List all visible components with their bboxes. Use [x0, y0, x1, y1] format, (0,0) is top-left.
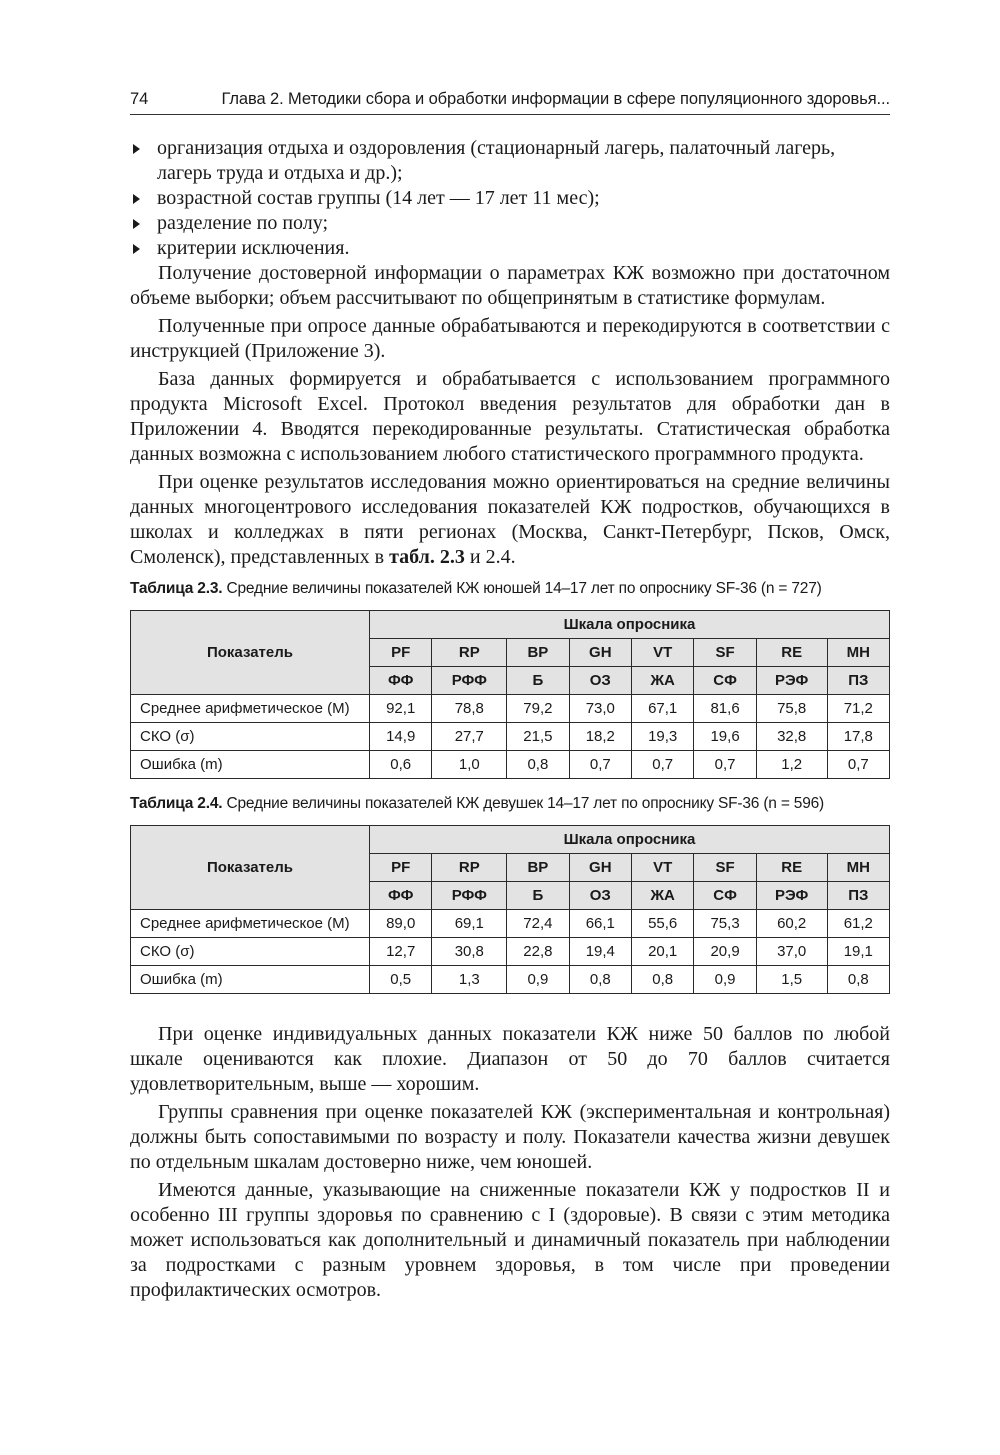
table-cell: 0,7	[827, 751, 889, 779]
paragraph: Имеются данные, указывающие на сниженные показатели КЖ у подростков II и особенно III группы здоровья по сравнению с I (здоровые). В связи с этим методика может использоваться как дополнительный и динамичный показатель при наблюдении за подростками с разным уровнем здоровья, в том числе при проведении профилактических осмотров.	[130, 1179, 890, 1301]
data-table-boys	[130, 610, 890, 779]
scale-code: RE	[756, 854, 827, 882]
bullet-item: организация отдыха и оздоровления (стационарный лагерь, палаточный лагерь, лагерь труда и отдыха и др.);	[130, 136, 890, 186]
table-row	[131, 695, 890, 723]
table-cell: 69,1	[432, 910, 507, 938]
table-cell: 55,6	[631, 910, 693, 938]
chapter-title: Глава 2. Методики сбора и обработки информации в сфере популяционного здоровья...	[221, 90, 890, 108]
table-row	[131, 723, 890, 751]
table-caption: Таблица 2.3. Средние величины показателей КЖ юношей 14–17 лет по опроснику SF-36 (n = 727)	[130, 580, 822, 597]
scale-code-ru: ПЗ	[827, 882, 889, 910]
row-label: Ошибка (m)	[131, 966, 370, 994]
table-row	[131, 938, 890, 966]
scale-code: BP	[507, 639, 569, 667]
body-text	[130, 136, 890, 1303]
scale-code-ru: РФФ	[432, 882, 507, 910]
table-cell: 1,3	[432, 966, 507, 994]
paragraph: Получение достоверной информации о параметрах КЖ возможно при достаточном объеме выборки; объем рассчитывают по общепринятым в статистике формулам.	[130, 262, 890, 309]
scale-code: MH	[827, 854, 889, 882]
table-cell: 0,9	[507, 966, 569, 994]
row-label: Среднее арифметическое (М)	[131, 910, 370, 938]
scale-code-ru: ЖА	[631, 667, 693, 695]
table-cell: 1,2	[756, 751, 827, 779]
table-cell: 61,2	[827, 910, 889, 938]
row-label: СКО (σ)	[131, 723, 370, 751]
scale-code: RP	[432, 854, 507, 882]
table-cell: 71,2	[827, 695, 889, 723]
scale-code-ru: ОЗ	[569, 667, 631, 695]
scale-code: GH	[569, 639, 631, 667]
bullet-list	[130, 136, 890, 261]
triangle-bullet-icon	[133, 144, 140, 154]
scale-header: Шкала опросника	[370, 611, 890, 639]
scale-code-ru: РЭФ	[756, 882, 827, 910]
table-cell: 75,8	[756, 695, 827, 723]
bullet-item: разделение по полу;	[130, 211, 890, 236]
table-cell: 67,1	[631, 695, 693, 723]
scale-code-ru: СФ	[694, 667, 756, 695]
page-number: 74	[130, 90, 149, 108]
scale-code-ru: ПЗ	[827, 667, 889, 695]
triangle-bullet-icon	[133, 219, 140, 229]
scale-code-ru: СФ	[694, 882, 756, 910]
table-cell: 18,2	[569, 723, 631, 751]
scale-code: RE	[756, 639, 827, 667]
row-label: Среднее арифметическое (М)	[131, 695, 370, 723]
table-cell: 66,1	[569, 910, 631, 938]
table-cell: 1,5	[756, 966, 827, 994]
bullet-item: критерии исключения.	[130, 236, 890, 261]
scale-code-ru: ФФ	[370, 882, 432, 910]
scale-code-ru: Б	[507, 667, 569, 695]
scale-header: Шкала опросника	[370, 826, 890, 854]
table-cell: 73,0	[569, 695, 631, 723]
scale-code-ru: ФФ	[370, 667, 432, 695]
table-cell: 0,8	[827, 966, 889, 994]
table-cell: 78,8	[432, 695, 507, 723]
table-cell: 1,0	[432, 751, 507, 779]
table-caption: Таблица 2.4. Средние величины показателей КЖ девушек 14–17 лет по опроснику SF-36 (n = 596)	[130, 795, 825, 812]
scale-code: PF	[370, 854, 432, 882]
table-cell: 19,6	[694, 723, 756, 751]
table-cell: 72,4	[507, 910, 569, 938]
table-cell: 12,7	[370, 938, 432, 966]
paragraph: При оценке индивидуальных данных показатели КЖ ниже 50 баллов по любой шкале оцениваются как плохие. Диапазон от 50 до 70 баллов считается удовлетворительным, выше — хорошим.	[130, 1023, 890, 1095]
book-page	[130, 88, 890, 1306]
scale-code: SF	[694, 639, 756, 667]
scale-code: GH	[569, 854, 631, 882]
table-reference: табл. 2.3	[389, 546, 465, 568]
scale-code: BP	[507, 854, 569, 882]
table-cell: 0,7	[694, 751, 756, 779]
table-cell: 14,9	[370, 723, 432, 751]
table-cell: 0,9	[694, 966, 756, 994]
scale-code-ru: ОЗ	[569, 882, 631, 910]
table-cell: 81,6	[694, 695, 756, 723]
table-cell: 0,8	[631, 966, 693, 994]
running-head	[130, 88, 890, 115]
table-cell: 20,9	[694, 938, 756, 966]
scale-code-ru: РЭФ	[756, 667, 827, 695]
table-cell: 19,4	[569, 938, 631, 966]
table-cell: 22,8	[507, 938, 569, 966]
table-cell: 60,2	[756, 910, 827, 938]
scale-code: SF	[694, 854, 756, 882]
table-cell: 0,7	[631, 751, 693, 779]
paragraph-table-reference: При оценке результатов исследования можно ориентироваться на средние величины данных многоцентрового исследования показателей КЖ подростков, обучающихся в школах и колледжах в пяти регионах (Москва, Санкт-Петербург, Псков, Омск, Смоленск), представленных в табл. 2.3 и 2.4.	[130, 471, 890, 568]
scale-code: PF	[370, 639, 432, 667]
scale-code-ru: ЖА	[631, 882, 693, 910]
table-cell: 89,0	[370, 910, 432, 938]
scale-code: VT	[631, 854, 693, 882]
table-cell: 21,5	[507, 723, 569, 751]
indicator-header: Показатель	[131, 611, 370, 695]
table-cell: 32,8	[756, 723, 827, 751]
table-cell: 0,8	[569, 966, 631, 994]
table-cell: 19,1	[827, 938, 889, 966]
table-cell: 0,7	[569, 751, 631, 779]
row-label: Ошибка (m)	[131, 751, 370, 779]
table-cell: 0,8	[507, 751, 569, 779]
table-cell: 75,3	[694, 910, 756, 938]
table-cell: 27,7	[432, 723, 507, 751]
table-row	[131, 910, 890, 938]
table-cell: 92,1	[370, 695, 432, 723]
paragraph: Группы сравнения при оценке показателей КЖ (экспериментальная и контрольная) должны быть сопоставимыми по возрасту и полу. Показатели качества жизни девушек по отдельным шкалам достоверно ниже, чем юношей.	[130, 1101, 890, 1173]
table-cell: 79,2	[507, 695, 569, 723]
data-table-girls	[130, 825, 890, 994]
table-cell: 0,6	[370, 751, 432, 779]
paragraph: Полученные при опросе данные обрабатываются и перекодируются в соответствии с инструкцией (Приложение 3).	[130, 315, 890, 362]
scale-code-ru: Б	[507, 882, 569, 910]
table-cell: 19,3	[631, 723, 693, 751]
triangle-bullet-icon	[133, 194, 140, 204]
scale-code: MH	[827, 639, 889, 667]
row-label: СКО (σ)	[131, 938, 370, 966]
closing-paragraphs	[130, 1022, 890, 1303]
table-row	[131, 751, 890, 779]
scale-code-ru: РФФ	[432, 667, 507, 695]
table-cell: 30,8	[432, 938, 507, 966]
table-cell: 17,8	[827, 723, 889, 751]
paragraph: База данных формируется и обрабатывается с использованием программного продукта Microsoft Excel. Протокол введения результатов для обработки дан в Приложении 4. Вводятся перекодированные результаты. Статистическая обработка данных возможна с использованием любого статистического программного продукта.	[130, 368, 890, 465]
scale-code: VT	[631, 639, 693, 667]
table-cell: 37,0	[756, 938, 827, 966]
table-row	[131, 966, 890, 994]
triangle-bullet-icon	[133, 244, 140, 254]
indicator-header: Показатель	[131, 826, 370, 910]
bullet-item: возрастной состав группы (14 лет — 17 лет 11 мес);	[130, 186, 890, 211]
scale-code: RP	[432, 639, 507, 667]
table-cell: 0,5	[370, 966, 432, 994]
table-cell: 20,1	[631, 938, 693, 966]
